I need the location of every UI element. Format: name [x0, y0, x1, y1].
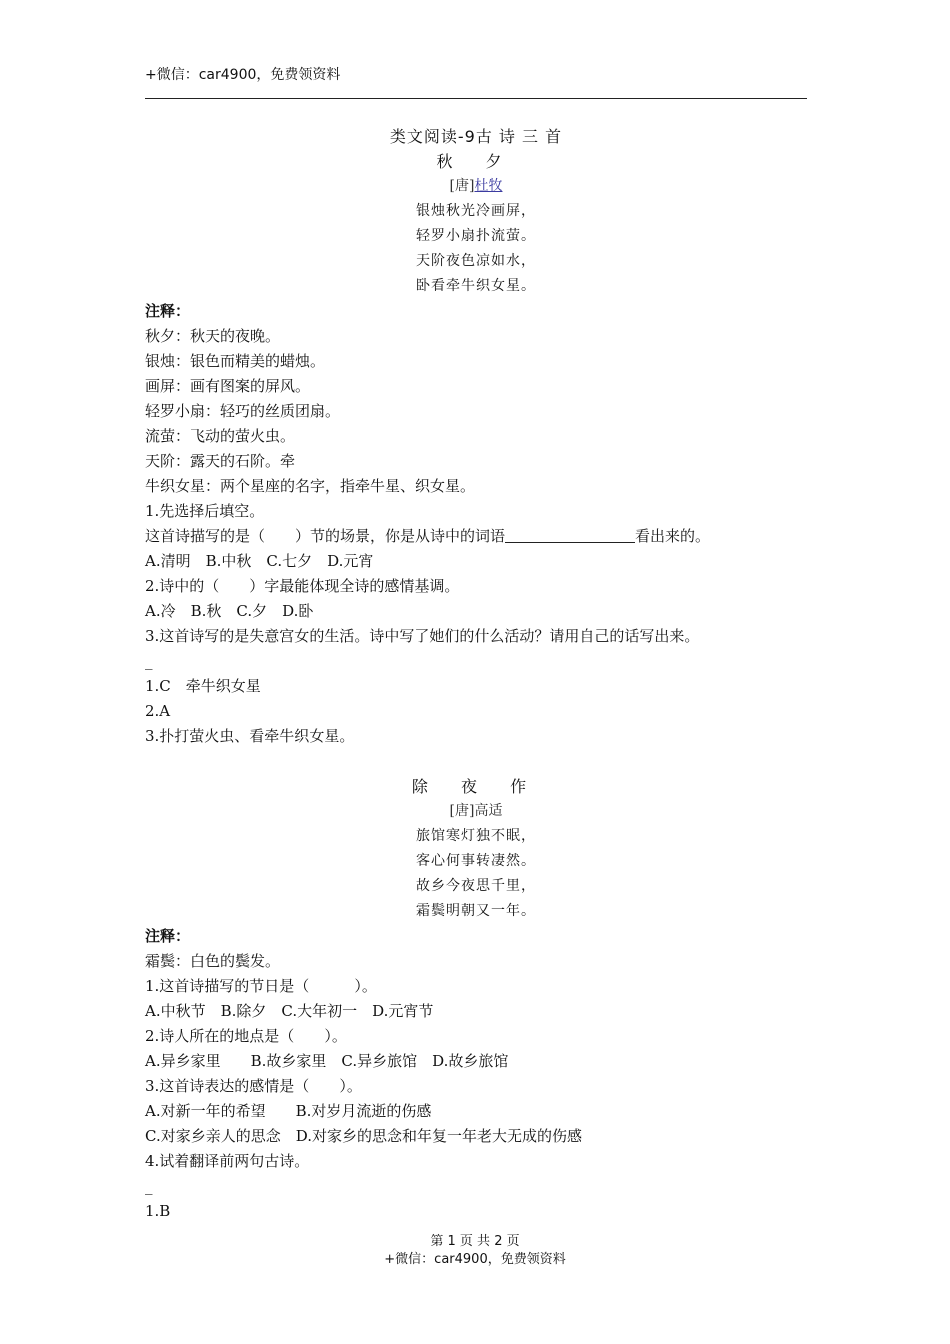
q1-text-end: 看出来的。	[635, 527, 711, 545]
poem2-question-1: 1.这首诗描写的节日是（ ）。	[145, 977, 377, 995]
poem1-note: 流萤：飞动的萤火虫。	[145, 427, 296, 445]
poem2-line-3: 故乡今夜思千里，	[416, 878, 536, 894]
poem1-line-3: 天阶夜色凉如水，	[416, 253, 536, 269]
poem2-question-3-options: A.对新一年的希望 B.对岁月流逝的伤感	[145, 1102, 432, 1120]
poem1-question-1-text	[145, 524, 807, 549]
poem1-notes-label: 注释：	[145, 302, 191, 320]
poem1-author-link[interactable]: 杜牧	[474, 178, 503, 194]
poem2-author: 高适	[474, 803, 503, 819]
poem2-dynasty: [唐]	[449, 803, 475, 819]
poem2-line-1: 旅馆寒灯独不眠，	[416, 828, 536, 844]
poem2-question-1-options: A.中秋节 B.除夕 C.大年初一 D.元宵节	[145, 1002, 434, 1020]
poem1-title: 秋 夕	[436, 152, 516, 171]
poem1-question-3: 3.这首诗写的是失意宫女的生活。诗中写了她们的什么活动？请用自己的话写出来。	[145, 627, 700, 645]
poem2-answer-separator: _	[145, 1177, 153, 1195]
poem2-note: 霜鬓：白色的鬓发。	[145, 952, 281, 970]
poem1-line-2: 轻罗小扇扑流萤。	[416, 228, 536, 244]
poem1-note: 天阶：露天的石阶。牵	[145, 452, 296, 470]
document-body	[145, 124, 807, 1224]
poem2-question-2: 2.诗人所在的地点是（ ）。	[145, 1027, 347, 1045]
poem2-line-2: 客心何事转凄然。	[416, 853, 536, 869]
poem2-byline	[145, 799, 807, 824]
page-header: +微信：car4900，免费领资料	[145, 67, 341, 83]
poem2-question-2-options: A.异乡家里 B.故乡家里 C.异乡旅馆 D.故乡旅馆	[145, 1052, 509, 1070]
poem1-line-4: 卧看牵牛织女星。	[416, 278, 536, 294]
poem1-note: 银烛：银色而精美的蜡烛。	[145, 352, 326, 370]
poem1-note: 牛织女星：两个星座的名字，指牵牛星、织女星。	[145, 477, 476, 495]
poem1-question-1-options: A.清明 B.中秋 C.七夕 D.元宵	[145, 552, 374, 570]
q1-text-start: 这首诗描写的是（ ）节的场景，你是从诗中的词语	[145, 527, 506, 545]
poem1-line-1: 银烛秋光冷画屏，	[416, 203, 536, 219]
poem1-byline	[145, 174, 807, 199]
poem2-title: 除 夜 作	[411, 777, 541, 796]
poem1-note: 轻罗小扇：轻巧的丝质团扇。	[145, 402, 341, 420]
poem1-dynasty: [唐]	[449, 178, 475, 194]
poem1-question-2-options: A.冷 B.秋 C.夕 D.卧	[145, 602, 314, 620]
page-footer: +微信：car4900，免费领资料	[384, 1252, 566, 1267]
poem2-notes-label: 注释：	[145, 927, 191, 945]
poem1-answer-separator: _	[145, 652, 153, 670]
poem1-note: 秋夕：秋天的夜晚。	[145, 327, 281, 345]
poem1-answer: 2.A	[145, 702, 171, 720]
document-title: 类文阅读-9古 诗 三 首	[389, 127, 563, 146]
poem1-answer: 3.扑打萤火虫、看牵牛织女星。	[145, 727, 355, 745]
page-number: 第 1 页 共 2 页	[430, 1234, 520, 1249]
poem1-answer: 1.C 牵牛织女星	[145, 677, 261, 695]
poem2-question-3-options: C.对家乡亲人的思念 D.对家乡的思念和年复一年老大无成的伤感	[145, 1127, 582, 1145]
section-gap	[145, 749, 807, 774]
fill-in-blank	[505, 527, 635, 543]
poem1-question-2: 2.诗中的（ ）字最能体现全诗的感情基调。	[145, 577, 460, 595]
poem2-line-4: 霜鬓明朝又一年。	[416, 903, 536, 919]
poem1-question-1: 1.先选择后填空。	[145, 502, 265, 520]
poem2-answer: 1.B	[145, 1202, 171, 1220]
poem2-question-3: 3.这首诗表达的感情是（ ）。	[145, 1077, 362, 1095]
poem1-note: 画屏：画有图案的屏风。	[145, 377, 311, 395]
poem2-question-4: 4.试着翻译前两句古诗。	[145, 1152, 310, 1170]
header-divider	[145, 98, 807, 99]
